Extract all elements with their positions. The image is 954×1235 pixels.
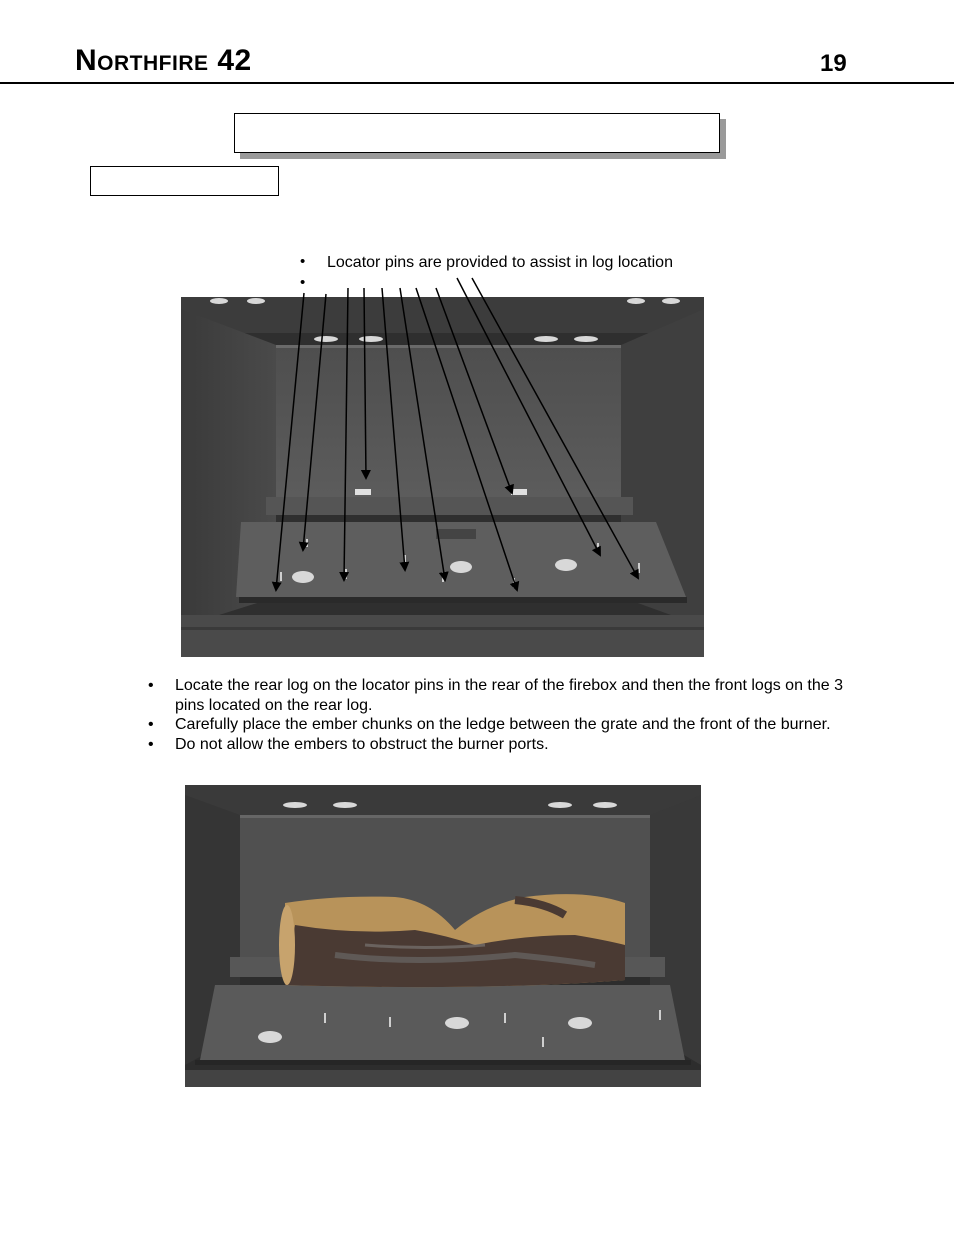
- instruction-text: Do not allow the embers to obstruct the burner ports.: [175, 735, 549, 753]
- firebox-locator-pins-photo: [181, 297, 704, 657]
- instruction-item: [148, 676, 858, 715]
- bullet-marker: •: [148, 677, 154, 694]
- instruction-item: [148, 735, 858, 755]
- page-number: 19: [820, 50, 847, 77]
- document-title: Northfire 42: [75, 44, 252, 77]
- bullet-marker: •: [148, 716, 154, 733]
- header-divider: [0, 82, 954, 84]
- instruction-list: [148, 676, 858, 754]
- firebox-illustration: [181, 297, 704, 657]
- instruction-item: [148, 715, 858, 735]
- section-heading-box: [234, 113, 720, 153]
- bullet-marker: •: [148, 735, 154, 753]
- bullet-marker: •: [300, 274, 306, 291]
- logs-placed-photo: [185, 785, 701, 1087]
- instruction-text: Carefully place the ember chunks on the ledge between the grate and the front of the burner.: [175, 716, 831, 733]
- locator-pins-note: Locator pins are provided to assist in log location: [327, 254, 673, 271]
- subsection-heading-box: [90, 166, 279, 196]
- instruction-text: Locate the rear log on the locator pins in the rear of the firebox and then the front logs on the 3 pins located on the rear log.: [175, 677, 843, 714]
- logs-illustration: [185, 785, 701, 1087]
- bullet-marker: •: [300, 253, 306, 270]
